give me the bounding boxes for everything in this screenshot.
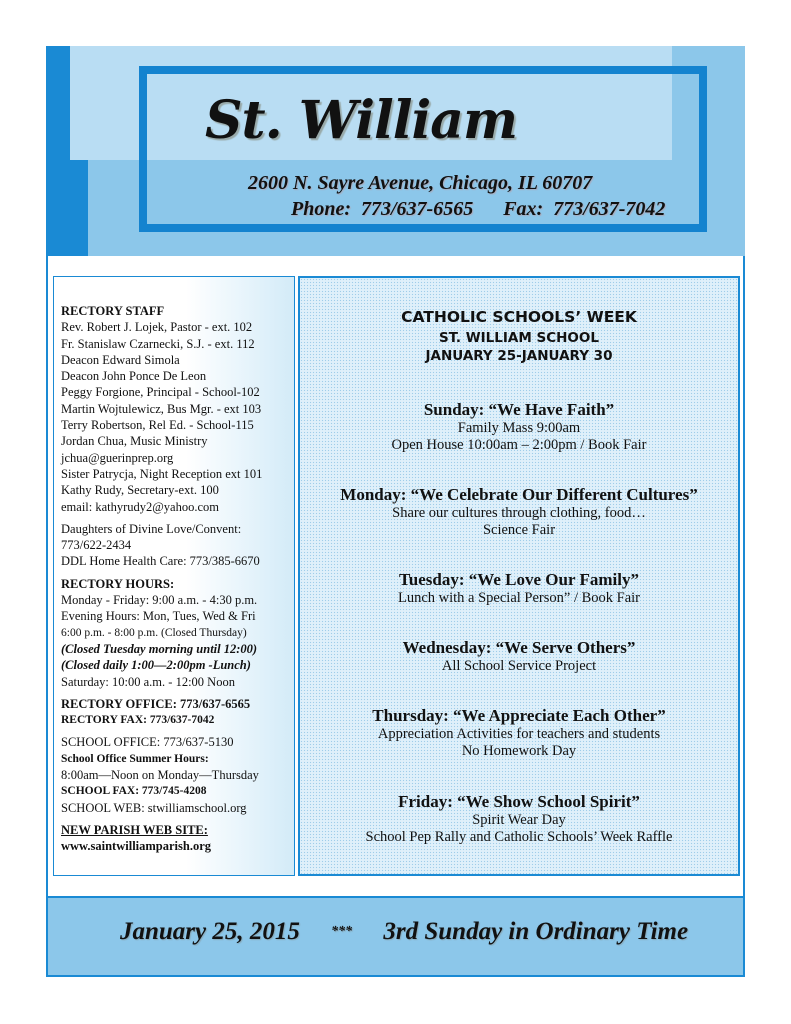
footer-separator: *** bbox=[331, 924, 353, 939]
sidebar-line: Kathy Rudy, Secretary-ext. 100 bbox=[61, 483, 219, 498]
day-detail: Open House 10:00am – 2:00pm / Book Fair bbox=[391, 437, 647, 453]
sidebar-line: 773/622-2434 bbox=[61, 538, 132, 553]
parish-phone-fax: Phone: 773/637-6565 Fax: 773/637-7042 bbox=[291, 198, 666, 220]
schools-week-heading: CATHOLIC SCHOOLS’ WEEK bbox=[401, 308, 637, 326]
sidebar-line: Sister Patrycja, Night Reception ext 101 bbox=[61, 466, 263, 481]
day-title: Thursday: “We Appreciate Each Other” bbox=[372, 706, 666, 725]
sidebar-line: Deacon Edward Simola bbox=[61, 352, 180, 367]
sidebar-line: Saturday: 10:00 a.m. - 12:00 Noon bbox=[61, 674, 235, 689]
sidebar-line: Jordan Chua, Music Ministry bbox=[61, 434, 208, 449]
parish-address: 2600 N. Sayre Avenue, Chicago, IL 60707 bbox=[248, 172, 593, 194]
day-block bbox=[300, 638, 738, 675]
sidebar-line: (Closed Tuesday morning until 12:00) bbox=[61, 641, 258, 656]
schools-week-panel bbox=[298, 276, 740, 876]
sidebar-line: SCHOOL OFFICE: 773/637-5130 bbox=[61, 735, 234, 750]
footer-text bbox=[120, 918, 688, 946]
sidebar-line: RECTORY OFFICE: 773/637-6565 bbox=[61, 696, 251, 711]
day-title: Monday: “We Celebrate Our Different Cultures” bbox=[340, 485, 698, 504]
sidebar-line: RECTORY FAX: 773/637-7042 bbox=[61, 714, 215, 727]
day-block bbox=[300, 706, 738, 760]
rectory-info-sidebar bbox=[53, 276, 295, 876]
sidebar-line: Deacon John Ponce De Leon bbox=[61, 369, 207, 384]
day-detail: All School Service Project bbox=[441, 658, 597, 674]
day-title: Friday: “We Show School Spirit” bbox=[398, 792, 640, 811]
sidebar-line: Fr. Stanislaw Czarnecki, S.J. - ext. 112 bbox=[61, 336, 255, 351]
sidebar-line: RECTORY STAFF bbox=[61, 304, 165, 318]
date-range-heading: JANUARY 25-JANUARY 30 bbox=[425, 348, 613, 364]
sidebar-line: Rev. Robert J. Lojek, Pastor - ext. 102 bbox=[61, 320, 253, 335]
sidebar-line: 6:00 p.m. - 8:00 p.m. (Closed Thursday) bbox=[61, 626, 247, 639]
day-detail: Family Mass 9:00am bbox=[457, 420, 581, 436]
sidebar-line: www.saintwilliamparish.org bbox=[61, 839, 212, 854]
day-block bbox=[300, 570, 738, 607]
sidebar-line: DDL Home Health Care: 773/385-6670 bbox=[61, 554, 260, 569]
sidebar-line: SCHOOL WEB: stwilliamschool.org bbox=[61, 800, 247, 815]
day-block bbox=[300, 400, 738, 454]
day-block bbox=[300, 485, 738, 539]
sidebar-line: 8:00am—Noon on Monday—Thursday bbox=[61, 768, 259, 783]
sidebar-line: NEW PARISH WEB SITE: bbox=[61, 822, 208, 837]
day-detail: Appreciation Activities for teachers and students bbox=[377, 726, 661, 742]
day-title: Tuesday: “We Love Our Family” bbox=[399, 570, 639, 589]
sidebar-line: SCHOOL FAX: 773/745-4208 bbox=[61, 785, 207, 798]
day-block bbox=[300, 792, 738, 846]
sidebar-line: School Office Summer Hours: bbox=[61, 752, 209, 765]
day-detail: Lunch with a Special Person” / Book Fair bbox=[397, 590, 641, 606]
day-detail: School Pep Rally and Catholic Schools’ Week Raffle bbox=[365, 829, 673, 845]
sidebar-line: Terry Robertson, Rel Ed. - School-115 bbox=[61, 418, 254, 433]
parish-title: St. William bbox=[205, 90, 517, 151]
day-detail: Science Fair bbox=[482, 522, 556, 538]
sidebar-line: RECTORY HOURS: bbox=[61, 576, 175, 591]
day-detail: Spirit Wear Day bbox=[472, 812, 566, 828]
sidebar-line: (Closed daily 1:00—2:00pm -Lunch) bbox=[61, 658, 251, 673]
bulletin-date: January 25, 2015 bbox=[120, 918, 300, 945]
sidebar-line: jchua@guerinprep.org bbox=[61, 450, 174, 465]
school-name-heading: ST. WILLIAM SCHOOL bbox=[439, 330, 599, 346]
day-title: Sunday: “We Have Faith” bbox=[423, 400, 615, 419]
day-title: Wednesday: “We Serve Others” bbox=[402, 638, 636, 657]
sidebar-line: email: kathyrudy2@yahoo.com bbox=[61, 499, 220, 514]
liturgical-occasion: 3rd Sunday in Ordinary Time bbox=[383, 918, 689, 945]
sidebar-line: Monday - Friday: 9:00 a.m. - 4:30 p.m. bbox=[61, 593, 258, 608]
sidebar-line: Peggy Forgione, Principal - School-102 bbox=[61, 385, 260, 400]
sidebar-line: Martin Wojtulewicz, Bus Mgr. - ext 103 bbox=[61, 401, 262, 416]
day-detail: Share our cultures through clothing, food… bbox=[392, 505, 646, 521]
sidebar-line: Daughters of Divine Love/Convent: bbox=[61, 521, 242, 536]
sidebar-line: Evening Hours: Mon, Tues, Wed & Fri bbox=[61, 609, 256, 624]
day-detail: No Homework Day bbox=[461, 743, 577, 759]
